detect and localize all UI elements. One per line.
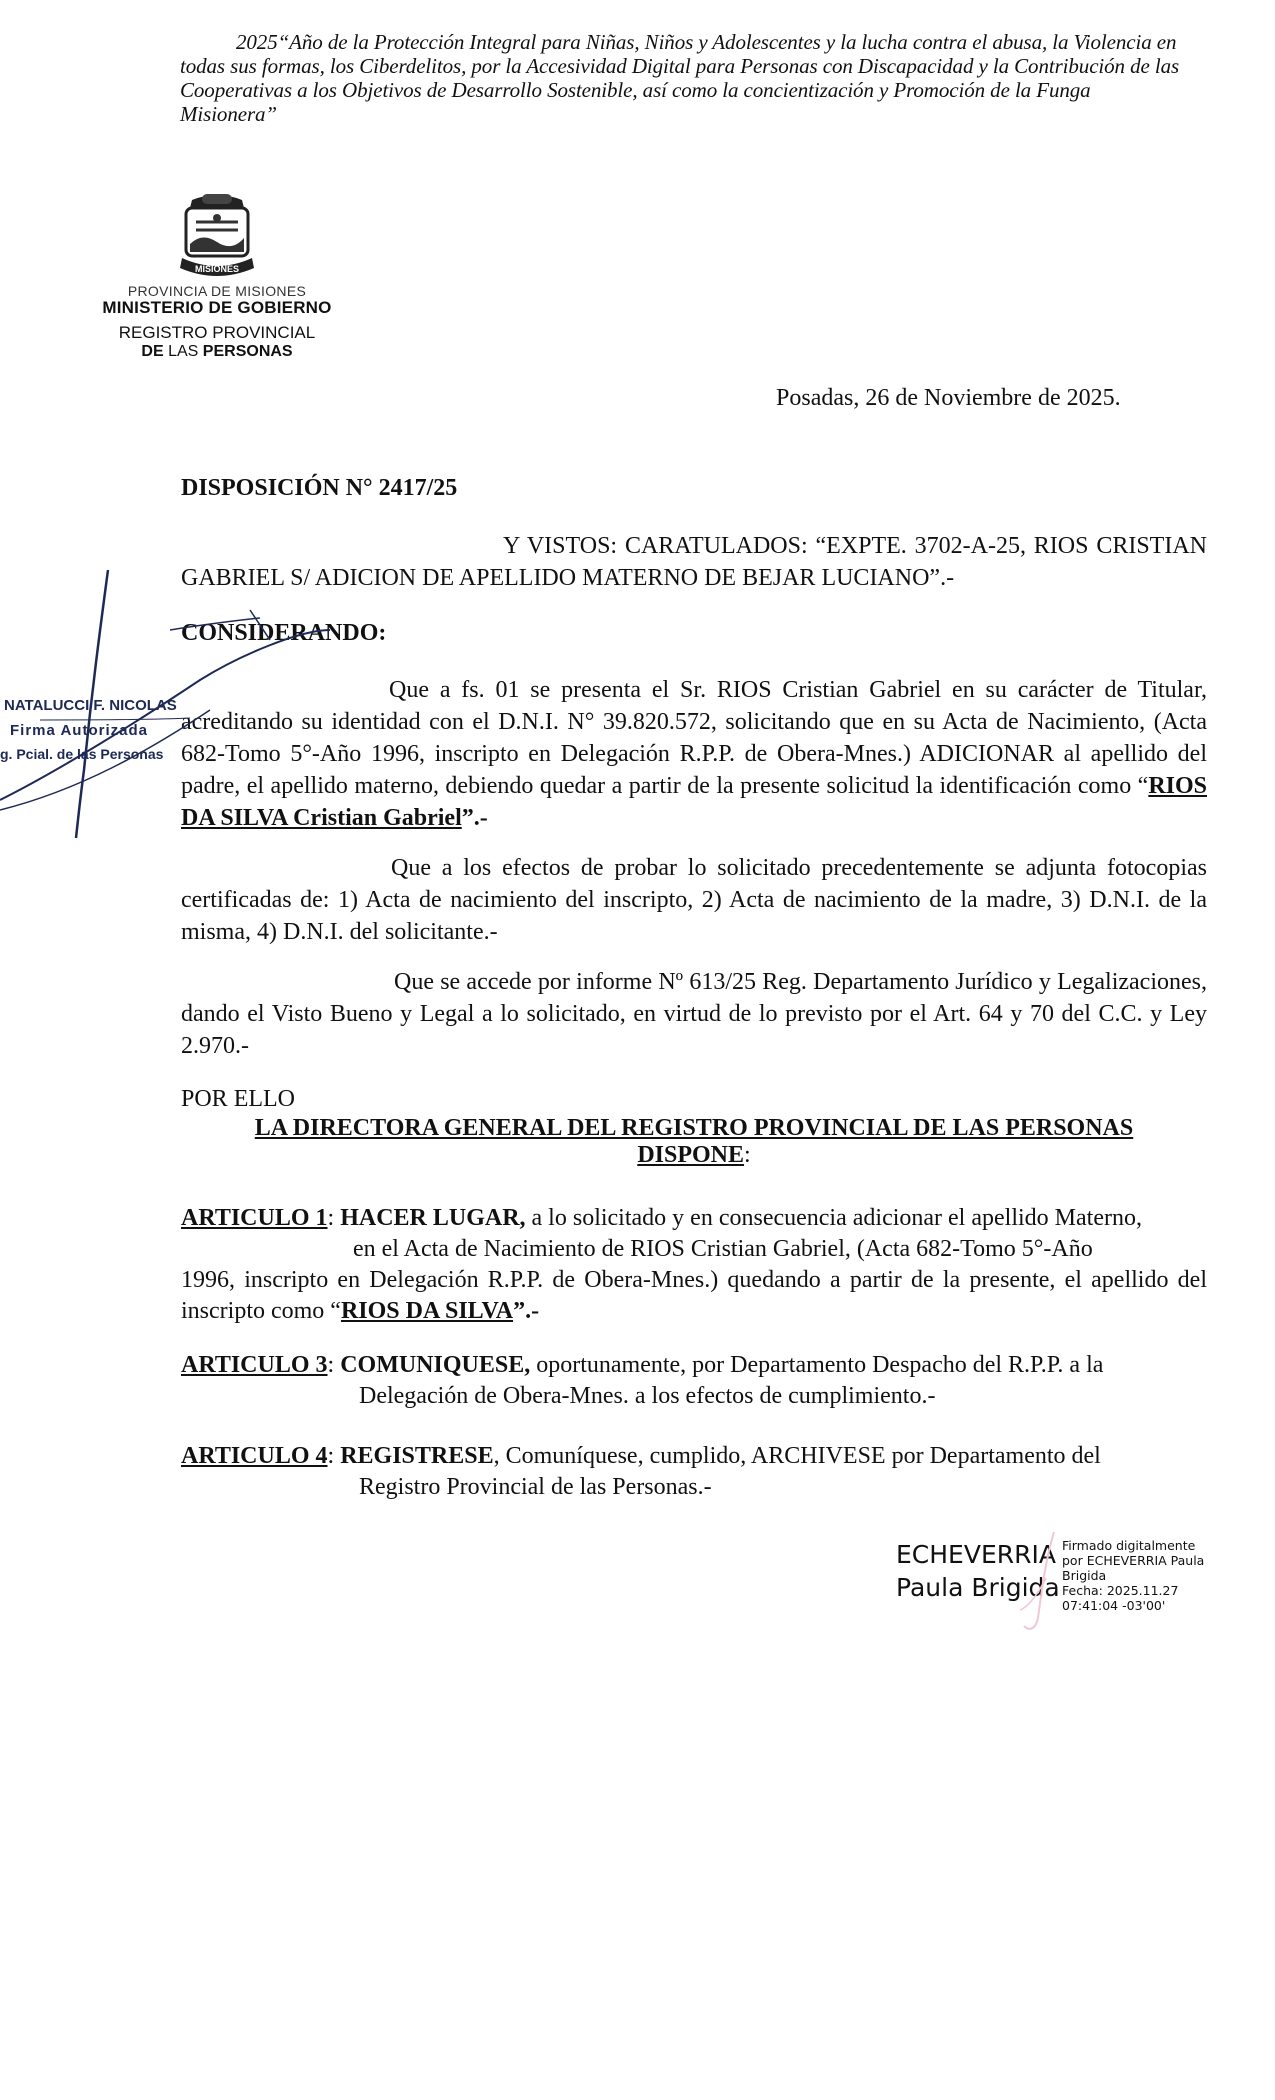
article-3-line1: oportunamente, por Departamento Despacho del R.P.P. a la [530,1352,1104,1378]
province-name: PROVINCIA DE MISIONES [127,283,307,299]
signature-meta-line3: Brigida [1062,1568,1107,1583]
p1-new-name: RIOS DA SILVA Cristian Gabriel [181,773,1207,831]
ministry-name: MINISTERIO DE GOBIERNO [102,298,332,317]
considerando-paragraph-2: Que a los efectos de probar lo solicitado precedentemente se adjunta fotocopias certificadas de: 1) Acta de nacimiento del inscripto, 2) Acta de nacimiento de la madre, 3) D.N.I. de la misma, 4) D.N.I. del solicitante.- [181,855,1207,945]
article-1-line1: a lo solicitado y en consecuencia adicionar el apellido Materno, [525,1205,1142,1231]
seal-text: MISIONES [194,264,240,274]
considerando-heading: CONSIDERANDO: [181,620,387,646]
province-seal-icon [172,192,262,282]
article-4-line2: Registro Provincial de las Personas.- [359,1474,712,1500]
digital-signature [896,1538,1216,1638]
p1-end: ”.- [461,805,488,831]
signature-meta-line2: por ECHEVERRIA Paula [1062,1553,1205,1568]
signature-meta [1062,1538,1222,1613]
article-1: ARTICULO 1: HACER LUGAR, a lo solicitado y en consecuencia adicionar el apellido Materno, en el Acta de Nacimiento de RIOS Cristian Gabriel, (Acta 682-Tomo 5°-Año 1996, inscripto en Delegación R.P.P. de Obera-Mnes.) quedando a partir de la presente, el apellido del inscripto como “RIOS DA SILVA”.- [181,1205,1207,1324]
dispone-colon: : [744,1142,751,1168]
article-1-line2: en el Acta de Nacimiento de RIOS Cristian Gabriel, (Acta 682-Tomo 5°-Año [353,1236,1093,1262]
article-1-line3: 1996, inscripto en Delegación R.P.P. de Obera-Mnes.) quedando a partir de la presente, el apellido del inscripto como “ [181,1267,1207,1324]
registry-las: LAS [168,343,199,360]
por-ello: POR ELLO [181,1086,295,1112]
signature-mark-icon [1016,1528,1066,1638]
ministry-logo [86,192,348,361]
document-date: Posadas, 26 de Noviembre de 2025. [776,385,1121,411]
article-3-line2: Delegación de Obera-Mnes. a los efectos de cumplimiento.- [359,1383,936,1409]
stamp-role: Firma Autorizada [10,722,148,739]
stamp-name: NATALUCCI F. NICOLAS [4,697,177,714]
signer-surname: ECHEVERRIA [896,1540,1056,1569]
registry-line1: REGISTRO PROVINCIAL [118,323,316,342]
article-4-bold: REGISTRESE [340,1443,494,1469]
article-1-label: ARTICULO 1 [181,1205,328,1231]
article-4: ARTICULO 4: REGISTRESE, Comuníquese, cumplido, ARCHIVESE por Departamento del Registro Provincial de las Personas.- [181,1441,1207,1503]
disposition-title: DISPOSICIÓN N° 2417/25 [181,475,458,501]
article-3-label: ARTICULO 3 [181,1352,328,1378]
article-4-label: ARTICULO 4 [181,1443,328,1469]
article-1-name: RIOS DA SILVA [340,1298,514,1324]
directora-text: LA DIRECTORA GENERAL DEL REGISTRO PROVINCIAL DE LAS PERSONAS [254,1115,1134,1141]
signature-meta-line1: Firmado digitalmente [1062,1538,1196,1553]
article-3: ARTICULO 3: COMUNIQUESE, oportunamente, por Departamento Despacho del R.P.P. a la Delegación de Obera-Mnes. a los efectos de cumplimiento.- [181,1350,1207,1412]
article-4-line1: , Comuníquese, cumplido, ARCHIVESE por Departamento del [493,1443,1101,1469]
article-3-bold: COMUNIQUESE, [340,1352,531,1378]
article-1-bold: HACER LUGAR, [340,1205,526,1231]
registry-de: DE [141,343,164,360]
considerando-paragraph-3: Que se accede por informe Nº 613/25 Reg. Departamento Jurídico y Legalizaciones, dando el Visto Bueno y Legal a lo solicitado, en virtud de lo previsto por el Art. 64 y 70 del C.C. y Ley 2.970.- [181,969,1207,1059]
registry-personas: PERSONAS [202,343,293,360]
registry-line2 [86,343,348,361]
header-motto: 2025“Año de la Protección Integral para Niñas, Niños y Adolescentes y la lucha contra el abusa, la Violencia en todas sus formas, los Ciberdelitos, por la Accesividad Digital para Personas con Discapacidad y la Contribución de las Cooperativas a los Objetivos de Desarrollo Sostenible, así como la concientización y Promoción de la Funga Misionera” [180,30,1180,126]
signature-meta-line4: Fecha: 2025.11.27 [1062,1583,1179,1598]
p1-text: Que a fs. 01 se presenta el Sr. RIOS Cristian Gabriel en su carácter de Titular, acreditando su identidad con el D.N.I. N° 39.820.572, solicitando que en su Acta de Nacimiento, (Acta 682-Tomo 5°-Año 1996, inscripto en Delegación R.P.P. de Obera-Mnes.) ADICIONAR al apellido del padre, el apellido materno, debiendo quedar a partir de la presente solicitud la identificación como “ [181,677,1207,799]
signer-given-name: Paula Brigida [896,1573,1060,1602]
vistos-paragraph: Y VISTOS: CARATULADOS: “EXPTE. 3702-A-25, RIOS CRISTIAN GABRIEL S/ ADICION DE APELLIDO MATERNO DE BEJAR LUCIANO”.- [181,533,1207,591]
signature-meta-line5: 07:41:04 -03'00' [1062,1598,1166,1613]
stamp-office: g. Pcial. de las Personas [0,746,164,762]
article-1-end: ”.- [513,1298,540,1324]
directora-heading [181,1115,1207,1169]
dispone-text: DISPONE [637,1142,744,1168]
